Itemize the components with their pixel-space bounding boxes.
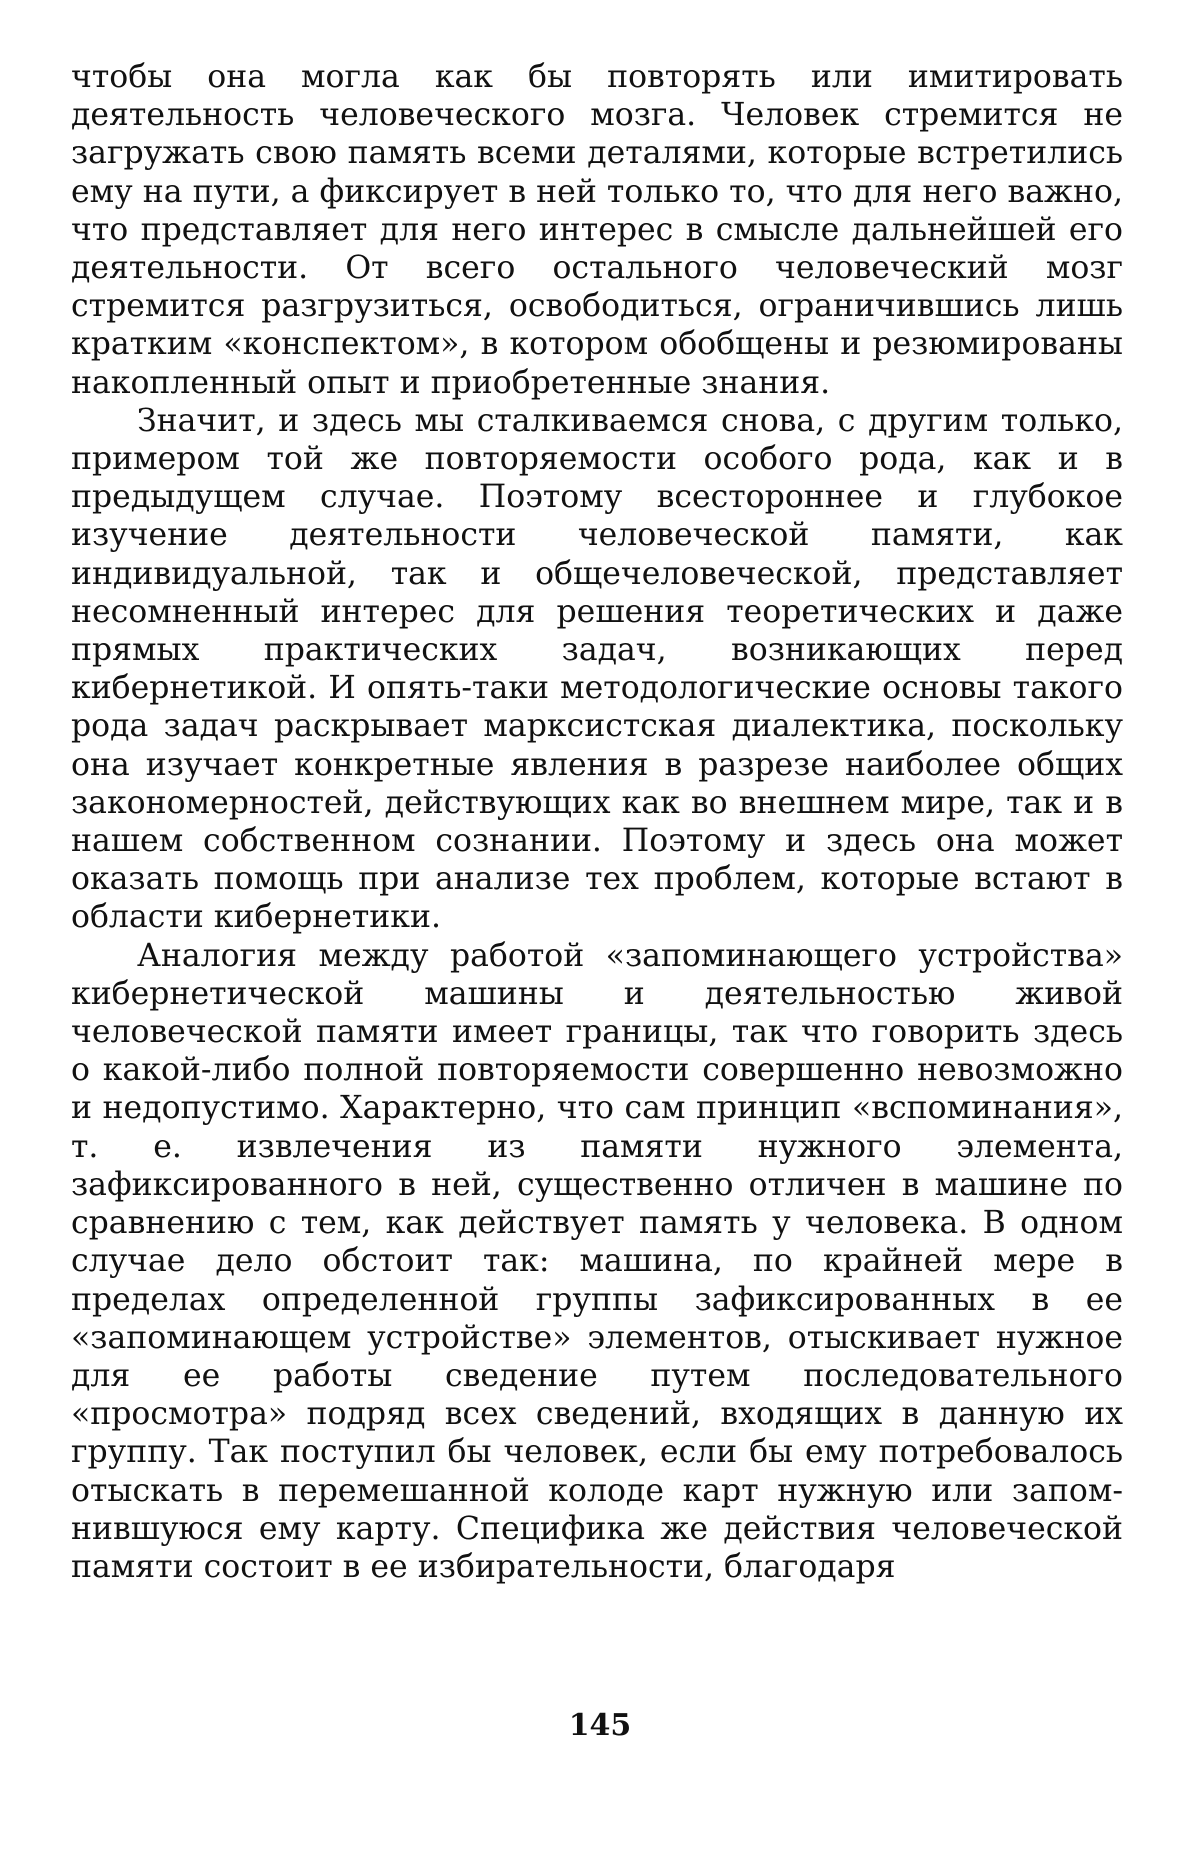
body-text — [71, 58, 1123, 1586]
paragraph-1: чтобы она могла как бы повторять или имитировать деятельность человеческого мозга. Человек стремится не загружать свою память всеми деталями, которые встретились ему на пути, а фиксирует в ней только то, что для него важно, что представляет для него интерес в смысле дальнейшей его деятельности. От всего остального человеческий мозг стремится разгрузиться, освободиться, ограничившись лишь кратким «конспектом», в котором обобщены и резюмированы накопленный опыт и приобретенные знания. — [71, 59, 1123, 401]
page-number: 145 — [568, 1708, 632, 1743]
paragraph-3: Аналогия между работой «запоминающего устройства» кибернетической машины и деятельностью живой человеческой памяти имеет границы, так что говорить здесь о какой-либо полной повторяемости совершенно невозможно и недопустимо. Характерно, что сам принцип «вспоминания», т. е. извлечения из памяти нужного элемента, зафиксированного в ней, существенно отличен в машине по сравнению с тем, как действует память у человека. В одном случае дело обстоит так: машина, по крайней мере в пределах определенной группы зафиксированных в ее «запоминающем устройстве» элементов, отыскивает нужное для ее работы сведение путем последовательного «просмотра» подряд всех сведений, входящих в данную их группу. Так поступил бы человек, если бы ему потребовалось отыскать в перемешанной колоде карт нужную или запомнившуюся ему карту. Специфика же действия человеческой памяти состоит в ее избирательности, благодаря — [71, 937, 1123, 1585]
paragraph-2: Значит, и здесь мы сталкиваемся снова, с другим только, примером той же повторяемости особого рода, как и в предыдущем случае. Поэтому всестороннее и глубокое изучение деятельности человеческой памяти, как индивидуальной, так и общечеловеческой, представляет несомненный интерес для решения теоретических и даже прямых практических задач, возникающих перед кибернетикой. И опять-таки методологические основы такого рода задач раскрывает марксистская диалектика, поскольку она изучает конкретные явления в разрезе наиболее общих закономерностей, действующих как во внешнем мире, так и в нашем собственном сознании. Поэтому и здесь она может оказать помощь при анализе тех проблем, которые встают в области кибернетики. — [71, 402, 1123, 936]
